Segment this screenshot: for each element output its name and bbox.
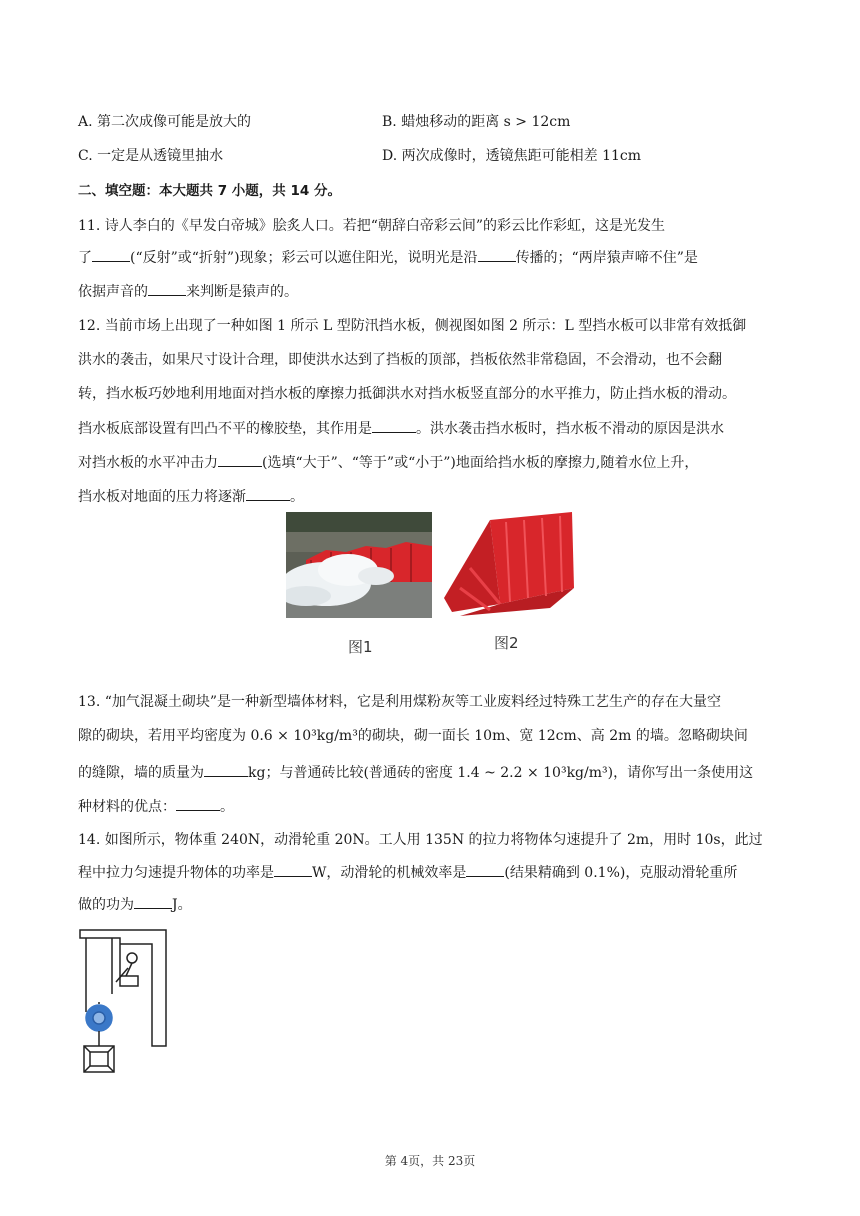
q14-line1: 14. 如图所示，物体重 240N，动滑轮重 20N。工人用 135N 的拉力将物体匀速提升了 2m，用时 10s，此过 <box>78 832 763 848</box>
option-b: B. 蜡烛移动的距离 s > 12cm <box>382 114 571 130</box>
q12-line5: 对挡水板的水平冲击力 (选填“大于”、“等于”或“小于”)地面给挡水板的摩擦力,随着水位上升， <box>78 452 698 473</box>
q12-line1: 12. 当前市场上出现了一种如图 1 所示 L 型防汛挡水板，侧视图如图 2 所示：L 型挡水板可以非常有效抵御 <box>78 318 747 334</box>
q13-line2: 隙的砌块，若用平均密度为 0.6 × 10³kg/m³的砌块，砌一面长 10m、宽 12cm、高 2m 的墙。忽略砌块间 <box>78 728 748 744</box>
q14-line2: 程中拉力匀速提升物体的功率是 W，动滑轮的机械效率是 (结果精确到 0.1%)，克服动滑轮重所 <box>78 862 737 883</box>
figure-2-board <box>440 508 578 620</box>
answer-blank <box>134 894 172 909</box>
q12-line4: 挡水板底部设置有凹凸不平的橡胶垫，其作用是 。洪水袭击挡水板时，挡水板不滑动的原因是洪水 <box>78 418 724 439</box>
option-c: C. 一定是从透镜里抽水 <box>78 148 224 164</box>
section-title: 二、填空题：本大题共 7 小题，共 14 分。 <box>78 183 341 199</box>
figure-1-photo <box>286 512 432 618</box>
q11-line2: 了 (“反射”或“折射”)现象；彩云可以遮住阳光，说明光是沿 传播的；“两岸猿声啼不住”是 <box>78 247 698 268</box>
answer-blank <box>218 452 262 467</box>
answer-blank <box>92 247 130 262</box>
q12-line6: 挡水板对地面的压力将逐渐 。 <box>78 486 304 507</box>
q12-line3: 转，挡水板巧妙地利用地面对挡水板的摩擦力抵御洪水对挡水板竖直部分的水平推力，防止挡水板的滑动。 <box>78 386 736 402</box>
page-footer: 第 4页，共 23页 <box>384 1154 476 1168</box>
q13-line1: 13. “加气混凝土砌块”是一种新型墙体材料，它是利用煤粉灰等工业废料经过特殊工艺生产的存在大量空 <box>78 694 722 710</box>
q12-line2: 洪水的袭击，如果尺寸设计合理，即使洪水达到了挡板的顶部，挡板依然非常稳固，不会滑动，也不会翻 <box>78 352 722 368</box>
pulley-diagram <box>76 924 172 1076</box>
answer-blank <box>466 862 504 877</box>
answer-blank <box>176 796 220 811</box>
q11-line1: 11. 诗人李白的《早发白帝城》脍炙人口。若把“朝辞白帝彩云间”的彩云比作彩虹，这是光发生 <box>78 218 666 234</box>
q13-line3: 的缝隙，墙的质量为 kg；与普通砖比较(普通砖的密度 1.4 ~ 2.2 × 10³kg/m³)，请你写出一条使用这 <box>78 762 753 783</box>
option-a: A. 第二次成像可能是放大的 <box>78 114 252 130</box>
answer-blank <box>274 862 312 877</box>
answer-blank <box>148 281 186 296</box>
figure-2-caption: 图2 <box>494 634 519 652</box>
q13-line4: 种材料的优点： 。 <box>78 796 234 817</box>
figure-1-caption: 图1 <box>348 638 373 656</box>
q11-line3: 依据声音的 来判断是猿声的。 <box>78 281 298 302</box>
answer-blank <box>478 247 516 262</box>
answer-blank <box>204 762 248 777</box>
q14-line3: 做的功为 J。 <box>78 894 192 915</box>
answer-blank <box>246 486 290 501</box>
option-d: D. 两次成像时，透镜焦距可能相差 11cm <box>382 148 642 164</box>
answer-blank <box>372 418 416 433</box>
